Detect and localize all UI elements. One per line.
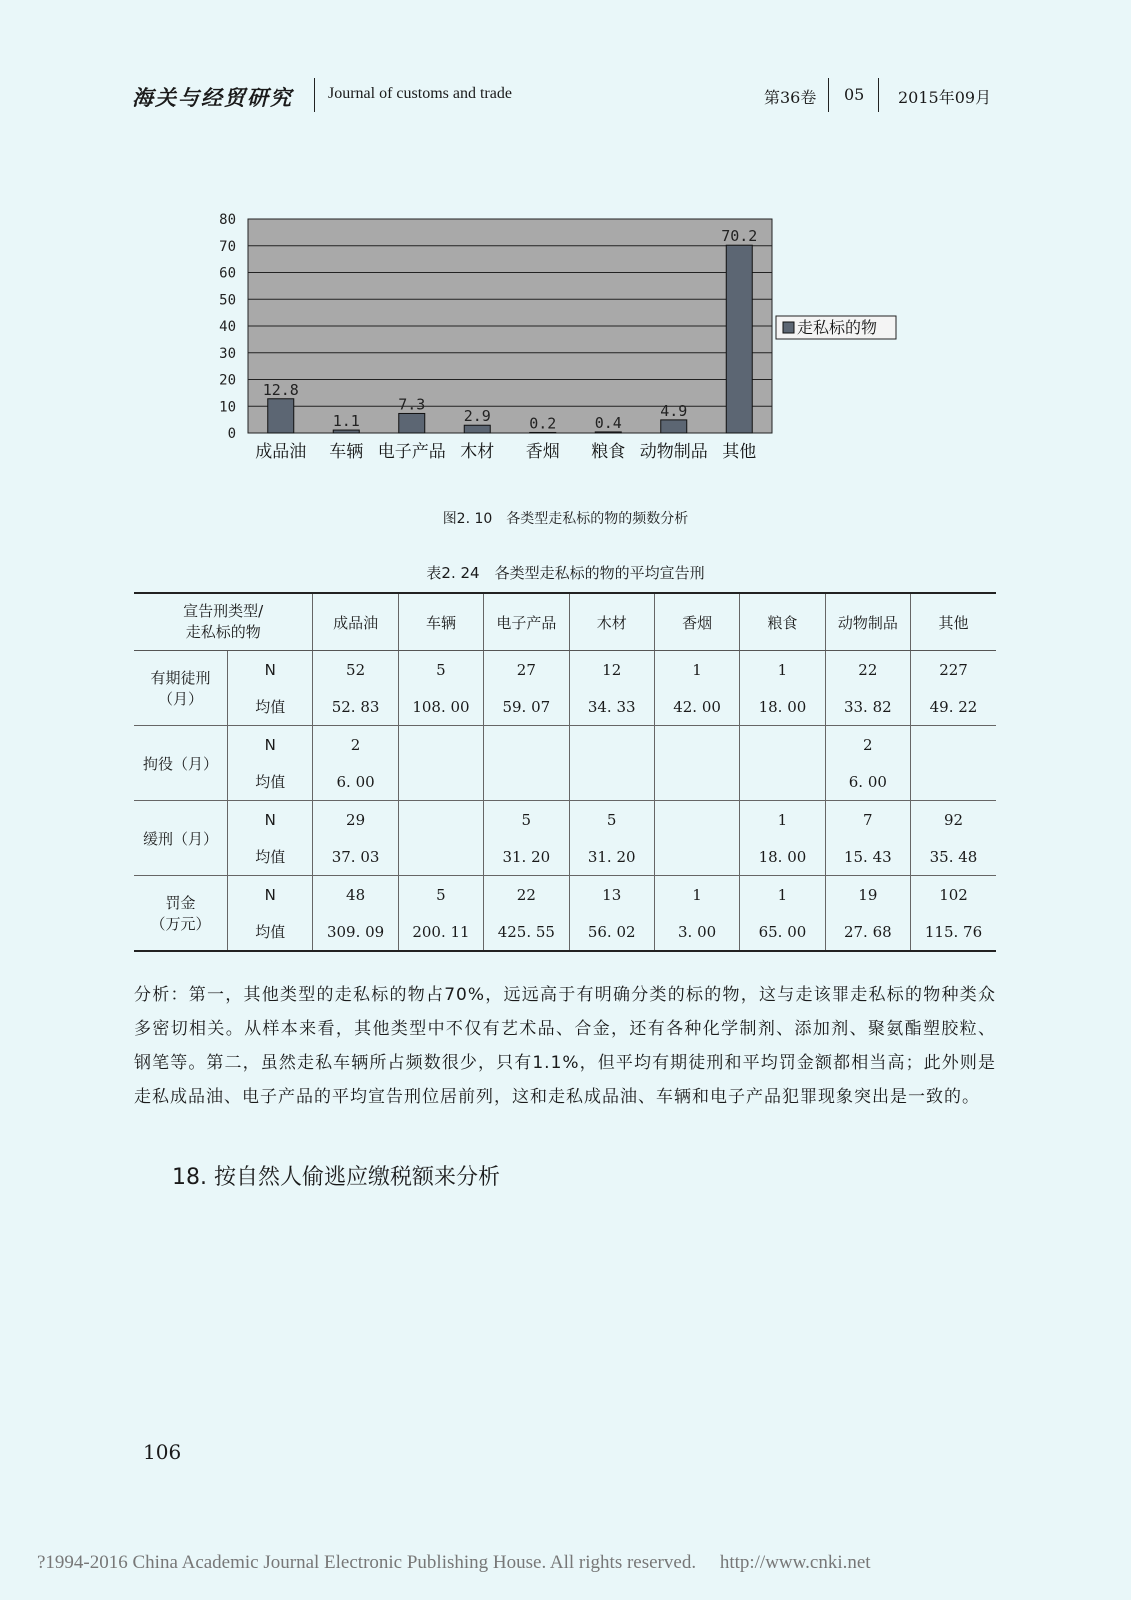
row-group-label	[134, 801, 228, 876]
row-group-label-line: （月）	[158, 690, 204, 708]
table-cell: 22	[825, 651, 910, 689]
data-label: 12.8	[262, 380, 299, 399]
legend-swatch	[783, 322, 794, 333]
table-cell: 48	[313, 876, 398, 914]
stat-label: N	[228, 651, 313, 689]
figure-caption: 图2. 10 各类型走私标的物的频数分析	[442, 511, 689, 527]
table-cell: 2	[313, 726, 398, 764]
row-group-label	[134, 651, 228, 726]
table-cell: 1	[654, 876, 739, 914]
row-group-label-line: 拘役（月）	[143, 754, 219, 773]
table-cell: 31. 20	[569, 838, 654, 876]
table-caption: 表2. 24 各类型走私标的物的平均宣告刑	[426, 564, 705, 582]
table-cell: 19	[825, 876, 910, 914]
stat-label: 均值	[228, 838, 313, 876]
y-tick-label: 80	[219, 212, 236, 228]
row-group-label-line: 罚金	[165, 894, 196, 912]
header-divider	[878, 78, 879, 112]
table-cell: 59. 07	[484, 688, 569, 726]
x-tick-label: 成品油	[255, 442, 307, 462]
table-cell	[569, 763, 654, 801]
date-label: 2015年09月	[898, 88, 992, 107]
table-cell: 27. 68	[825, 913, 910, 951]
column-header: 动物制品	[825, 593, 910, 651]
copyright-footer: ?1994-2016 China Academic Journal Electronic Publishing House. All rights reserved. http://www.cnki.net	[37, 1552, 871, 1573]
x-tick-label: 木材	[460, 442, 495, 462]
table-cell: 1	[740, 876, 825, 914]
bar	[464, 425, 490, 433]
y-tick-label: 40	[219, 319, 236, 335]
table-cell: 3. 00	[654, 913, 739, 951]
data-label: 0.4	[594, 413, 622, 432]
table-cell	[911, 763, 996, 801]
x-tick-label: 粮食	[591, 442, 626, 462]
table-cell	[654, 726, 739, 764]
row-group-label-line: 有期徒刑	[150, 669, 211, 687]
table-cell: 1	[654, 651, 739, 689]
table-cell: 35. 48	[911, 838, 996, 876]
x-tick-label: 车辆	[329, 442, 364, 462]
stat-label: 均值	[228, 763, 313, 801]
volume-label: 第36卷	[764, 88, 817, 107]
table-cell: 22	[484, 876, 569, 914]
table-row	[134, 726, 996, 764]
analysis-paragraph: 分析：第一，其他类型的走私标的物占70%，远远高于有明确分类的标的物，这与走该罪走私标的物种类众多密切相关。从样本来看，其他类型中不仅有艺术品、合金，还有各种化学制剂、添加剂、聚氨酯塑胶粒、钢笔等。第二，虽然走私车辆所占频数很少，只有1.1%，但平均有期徒刑和平均罚金额都相当高；此外则是走私成品油、电子产品的平均宣告刑位居前列，这和走私成品油、车辆和电子产品犯罪现象突出是一致的。	[134, 985, 996, 1107]
y-tick-label: 60	[219, 265, 236, 282]
table-cell: 65. 00	[740, 913, 825, 951]
table-cell: 200. 11	[398, 913, 483, 951]
table-cell: 27	[484, 651, 569, 689]
table-cell: 37. 03	[313, 838, 398, 876]
table-cell	[569, 726, 654, 764]
table-cell	[740, 763, 825, 801]
y-tick-label: 70	[219, 238, 236, 255]
table-cell	[654, 838, 739, 876]
column-header: 木材	[569, 593, 654, 651]
table-cell: 15. 43	[825, 838, 910, 876]
legend-label: 走私标的物	[797, 318, 878, 337]
corner-header	[134, 593, 313, 651]
y-tick-label: 10	[219, 399, 236, 416]
table-header-row	[134, 593, 996, 651]
table-cell: 52. 83	[313, 688, 398, 726]
stat-label: 均值	[228, 688, 313, 726]
table-row	[134, 763, 996, 801]
table-row	[134, 838, 996, 876]
data-label: 1.1	[332, 412, 360, 431]
table-cell: 2	[825, 726, 910, 764]
journal-title-en: Journal of customs and trade	[328, 85, 512, 102]
table-cell: 33. 82	[825, 688, 910, 726]
bar	[399, 413, 425, 433]
table-cell: 108. 00	[398, 688, 483, 726]
bar	[530, 432, 556, 433]
stat-label: N	[228, 801, 313, 839]
data-label: 0.2	[529, 414, 557, 433]
table-cell: 52	[313, 651, 398, 689]
table-cell: 42. 00	[654, 688, 739, 726]
table-cell: 5	[484, 801, 569, 839]
table-cell: 12	[569, 651, 654, 689]
data-label: 7.3	[398, 395, 426, 414]
table-cell	[740, 726, 825, 764]
y-tick-label: 50	[219, 292, 236, 309]
table-cell	[398, 726, 483, 764]
table-cell: 18. 00	[740, 838, 825, 876]
column-header: 电子产品	[484, 593, 569, 651]
stat-label: 均值	[228, 913, 313, 951]
y-tick-label: 20	[219, 372, 236, 389]
table-cell	[484, 726, 569, 764]
page-number: 106	[143, 1440, 182, 1464]
table-cell	[398, 763, 483, 801]
y-tick-label: 0	[227, 426, 236, 442]
table-cell: 227	[911, 651, 996, 689]
table-cell: 115. 76	[911, 913, 996, 951]
column-header: 香烟	[654, 593, 739, 651]
table-cell: 13	[569, 876, 654, 914]
table-cell	[398, 801, 483, 839]
table-cell: 31. 20	[484, 838, 569, 876]
journal-title-cn: 海关与经贸研究	[132, 85, 293, 110]
table-cell	[654, 763, 739, 801]
table-cell: 92	[911, 801, 996, 839]
y-tick-label: 30	[219, 345, 236, 362]
table-cell: 7	[825, 801, 910, 839]
data-label: 2.9	[463, 407, 491, 426]
table-cell: 425. 55	[484, 913, 569, 951]
corner-header-line: 宣告刑类型/	[183, 602, 264, 620]
table-cell: 5	[569, 801, 654, 839]
running-header	[132, 78, 996, 114]
sentence-table	[134, 592, 996, 952]
table-cell: 18. 00	[740, 688, 825, 726]
table-cell: 29	[313, 801, 398, 839]
table-row	[134, 651, 996, 689]
table-cell: 49. 22	[911, 688, 996, 726]
table-cell: 6. 00	[825, 763, 910, 801]
bar	[726, 245, 752, 433]
x-tick-label: 香烟	[525, 442, 560, 462]
table-cell: 5	[398, 651, 483, 689]
column-header: 粮食	[740, 593, 825, 651]
row-group-label-line: （万元）	[150, 915, 211, 933]
stat-label: N	[228, 876, 313, 914]
row-group-label	[134, 726, 228, 801]
table-cell: 309. 09	[313, 913, 398, 951]
x-tick-label: 动物制品	[639, 442, 708, 462]
row-group-label-line: 缓刑（月）	[143, 829, 219, 848]
data-label: 70.2	[721, 227, 758, 246]
table-cell: 5	[398, 876, 483, 914]
table-cell	[398, 838, 483, 876]
header-divider	[314, 78, 315, 112]
table-cell	[911, 726, 996, 764]
table-row	[134, 801, 996, 839]
column-header: 成品油	[313, 593, 398, 651]
table-cell: 102	[911, 876, 996, 914]
bar	[661, 420, 687, 433]
table-cell	[654, 801, 739, 839]
table-cell: 1	[740, 651, 825, 689]
x-tick-label: 电子产品	[377, 442, 446, 462]
bar	[268, 399, 294, 433]
x-tick-label: 其他	[722, 442, 757, 462]
bar	[595, 432, 621, 433]
bar	[333, 430, 359, 433]
table-row	[134, 876, 996, 914]
issue-label: 05	[844, 85, 865, 104]
header-divider	[828, 78, 829, 112]
data-label: 4.9	[660, 401, 688, 420]
corner-header-line: 走私标的物	[185, 623, 261, 641]
table-cell: 34. 33	[569, 688, 654, 726]
section-heading: 18. 按自然人偷逃应缴税额来分析	[172, 1165, 500, 1190]
table-cell: 56. 02	[569, 913, 654, 951]
bar-chart	[200, 205, 920, 480]
table-cell: 1	[740, 801, 825, 839]
row-group-label	[134, 876, 228, 952]
column-header: 其他	[911, 593, 996, 651]
table-cell	[484, 763, 569, 801]
table-row	[134, 688, 996, 726]
table-cell: 6. 00	[313, 763, 398, 801]
table-row	[134, 913, 996, 951]
stat-label: N	[228, 726, 313, 764]
column-header: 车辆	[398, 593, 483, 651]
